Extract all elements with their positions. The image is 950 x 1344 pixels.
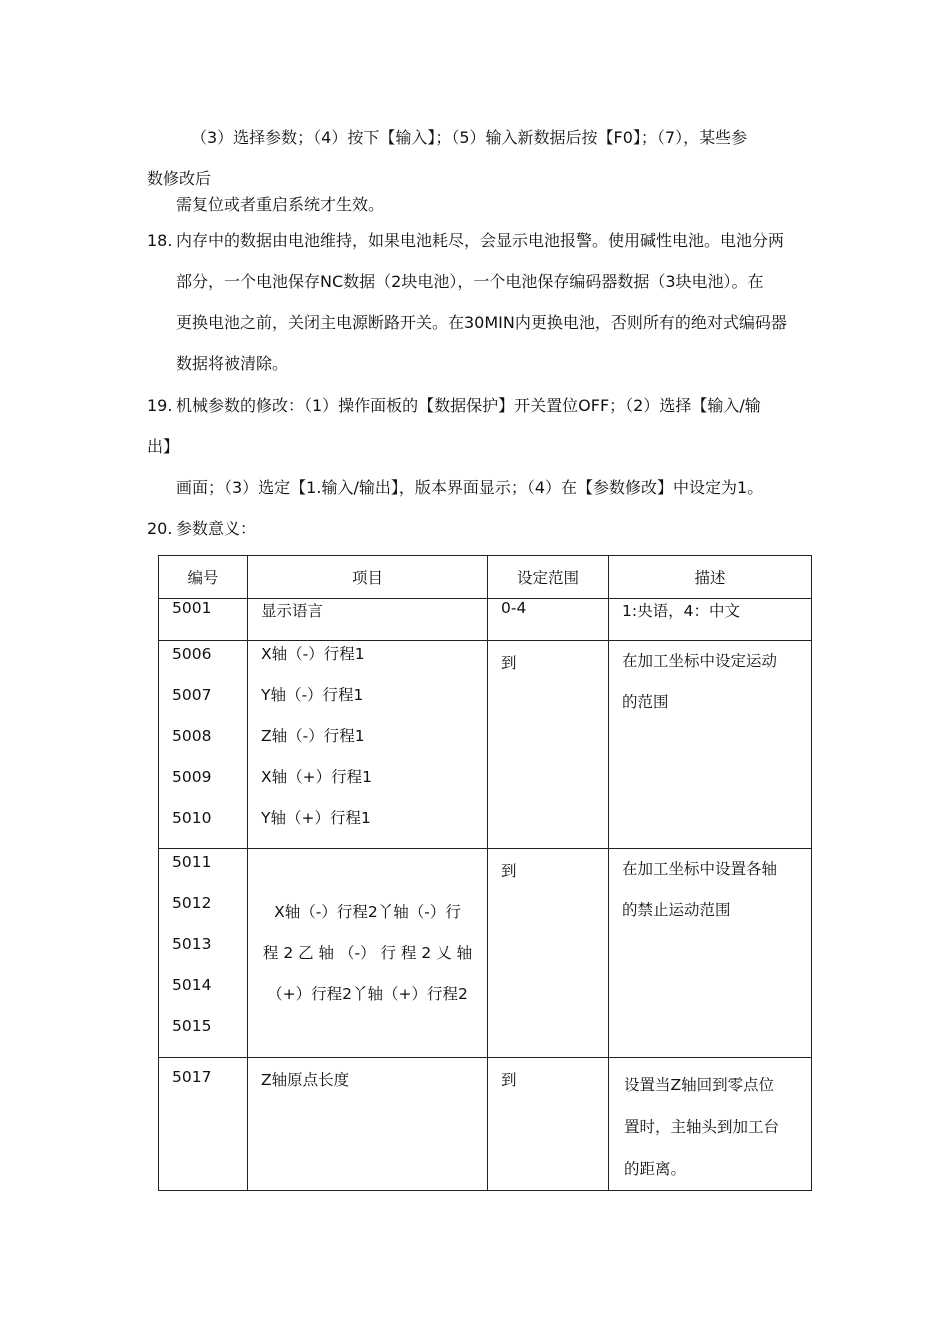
list-number-19: 19.: [147, 396, 173, 415]
para-line: 需复位或者重启系统才生效。: [176, 195, 385, 214]
para-line: 部分，一个电池保存NC数据（2块电池），一个电池保存编码器数据（3块电池）。在: [176, 272, 764, 291]
param-item: X轴（+）行程1: [261, 768, 372, 786]
para-line: 画面；（3）选定【1.输入/输出】，版本界面显示；（4）在【参数修改】中设定为1。: [176, 478, 764, 497]
param-number: 5015: [172, 1017, 212, 1035]
param-range: 到: [501, 1071, 517, 1089]
param-range: 0-4: [501, 599, 527, 617]
param-number: 5001: [172, 599, 212, 617]
para-line: 数据将被清除。: [176, 354, 289, 373]
param-number: 5013: [172, 935, 212, 953]
param-number: 5009: [172, 768, 212, 786]
param-range: 到: [501, 862, 517, 880]
header-range: 设定范围: [488, 556, 609, 599]
header-item: 项目: [248, 556, 488, 599]
header-number: 编号: [159, 556, 248, 599]
param-number: 5008: [172, 727, 212, 745]
para-line: （3）选择参数；（4）按下【输入】；（5）输入新数据后按【F0】；（7），某些参: [191, 128, 748, 147]
param-item-line: X轴（-）行程2丫轴（-）行: [274, 902, 461, 921]
param-description: 1:央语，4：中文: [622, 602, 740, 620]
list-number-20: 20.: [147, 519, 173, 538]
param-item: Y轴（-）行程1: [261, 686, 364, 704]
para-line: 机械参数的修改：（1）操作面板的【数据保护】开关置位OFF；（2）选择【输入/输: [176, 396, 761, 415]
param-description-line: 在加工坐标中设定运动: [622, 652, 778, 670]
param-number: 5011: [172, 853, 212, 871]
param-item: Z轴原点长度: [261, 1071, 350, 1089]
param-number: 5017: [172, 1068, 212, 1086]
param-description-line: 的禁止运动范围: [622, 901, 731, 919]
parameter-table: [158, 555, 812, 1191]
param-number: 5014: [172, 976, 212, 994]
param-number: 5010: [172, 809, 212, 827]
table-row: [159, 641, 812, 849]
param-item: Y轴（+）行程1: [261, 809, 371, 827]
para-line: 出】: [147, 437, 180, 456]
param-description-line: 在加工坐标中设置各轴: [622, 860, 778, 878]
table-header-row: [159, 556, 812, 599]
param-number: 5007: [172, 686, 212, 704]
table-row: [159, 849, 812, 1058]
param-number: 5012: [172, 894, 212, 912]
param-description-line: 设置当Z轴回到零点位: [624, 1076, 775, 1094]
para-line: 参数意义：: [176, 519, 257, 538]
param-description-line: 的距离。: [624, 1160, 687, 1178]
table-row: [159, 599, 812, 641]
param-item: Z轴（-）行程1: [261, 727, 365, 745]
table-row: [159, 1058, 812, 1191]
param-description-line: 的范围: [622, 693, 669, 711]
param-range: 到: [501, 654, 517, 672]
param-item: 显示语言: [261, 602, 324, 620]
list-number-18: 18.: [147, 231, 173, 250]
header-description: 描述: [609, 556, 812, 599]
para-line: 数修改后: [147, 169, 212, 188]
param-item-line: （+）行程2丫轴（+）行程2: [267, 984, 468, 1003]
param-item: X轴（-）行程1: [261, 645, 365, 663]
para-line: 内存中的数据由电池维持，如果电池耗尽，会显示电池报警。使用碱性电池。电池分两: [176, 231, 785, 250]
param-number: 5006: [172, 645, 212, 663]
param-item-line: 程 2 乙 轴 （-） 行 程 2 乂 轴: [262, 943, 473, 962]
para-line: 更换电池之前，关闭主电源断路开关。在30MIN内更换电池，否则所有的绝对式编码器: [176, 313, 787, 332]
param-description-line: 置时，主轴头到加工台: [624, 1118, 780, 1136]
